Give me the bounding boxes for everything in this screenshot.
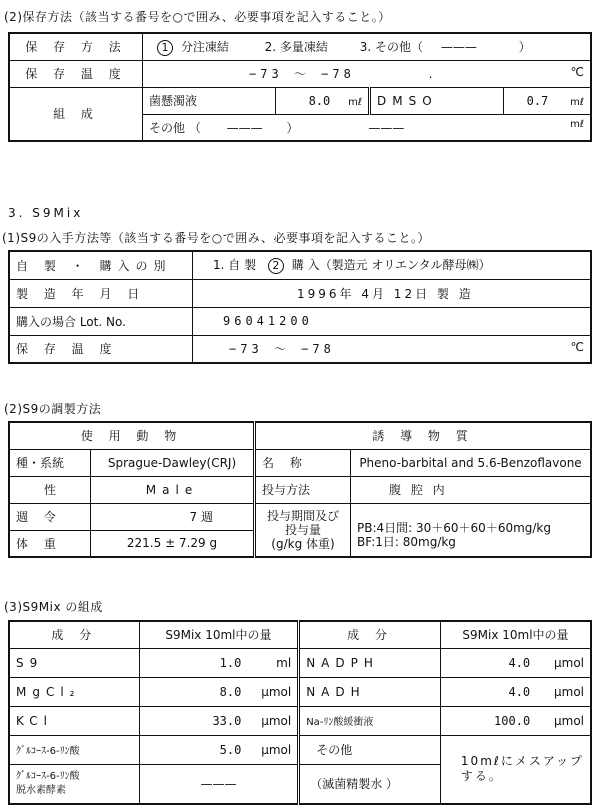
circled-option-1: 1 <box>157 40 173 56</box>
comp-left-unit-2: μmol <box>261 713 292 728</box>
comp-left-value-1: 8.0 <box>219 684 242 699</box>
source-opt1: 1. 自 製 <box>213 258 257 273</box>
comp-other-label: その他 <box>299 735 441 764</box>
other-comp-blank2: ——— <box>368 120 405 135</box>
comp-left-unit-3: μmol <box>261 742 292 757</box>
strain-value: Sprague-Dawley(CRJ) <box>91 449 255 476</box>
dose-line2: BF:1日: 80mg/kg <box>357 534 456 549</box>
comp-col-amount-right: S9Mix 10ml中の量 <box>440 621 591 648</box>
s9mix-title: 3. S9Mix <box>8 206 84 220</box>
composition-table <box>8 620 592 805</box>
comp-fillup-line1: 10mℓにメスアップ <box>460 754 584 769</box>
sex-value: Male <box>91 476 255 503</box>
suspension-value-cell <box>276 87 370 114</box>
comp-right-unit-2: μmol <box>554 713 584 728</box>
opt3-label: 3. その他（ <box>359 39 424 54</box>
comp-left-amount-1 <box>139 677 299 706</box>
period-label <box>255 503 351 557</box>
comp-other-sub: （滅菌精製水 ） <box>299 764 441 804</box>
animal-header: 使 用 動 物 <box>9 422 255 449</box>
comp-left-amount-2 <box>139 706 299 735</box>
comp-right-amount-0 <box>440 648 591 677</box>
lot-cell <box>193 307 592 335</box>
prep-table <box>8 421 592 558</box>
composition-label: 組 成 <box>9 87 143 141</box>
comp-left-unit-0: ml <box>276 655 292 670</box>
comp-fillup-cell <box>440 735 591 804</box>
comp-col-component-left: 成 分 <box>9 621 139 648</box>
comp-right-name-2: Na-ﾘﾝ酸緩衝液 <box>299 706 441 735</box>
comp-left-value-0: 1.0 <box>219 655 242 670</box>
weight-value: 221.5 ± 7.29 g <box>91 530 255 557</box>
suspension-value: 8.0 <box>308 93 331 108</box>
comp-col-component-right: 成 分 <box>299 621 441 648</box>
dmso-value-cell <box>504 87 592 114</box>
route-label: 投与方法 <box>255 476 351 503</box>
other-comp-unit: mℓ <box>570 118 584 130</box>
composition-heading: (3)S9Mix の組成 <box>4 600 103 614</box>
comp-left-name-3: ｸﾞﾙｺｰｽ-6-ﾘﾝ酸 <box>9 735 139 764</box>
comp-left-unit-1: μmol <box>261 684 292 699</box>
other-comp-blank1: ——— <box>226 120 263 135</box>
name-value: Pheno-barbital and 5.6-Benzoflavone <box>351 449 592 476</box>
period-label-line1: 投与期間及び <box>266 508 339 523</box>
comp-right-unit-1: μmol <box>554 684 584 699</box>
storage-temp-dot: . <box>428 67 433 81</box>
route-value: 腹 腔 内 <box>351 476 592 503</box>
lot-value: 96041200 <box>223 314 313 328</box>
comp-left-name-0: S9 <box>9 648 139 677</box>
s9-temp-label: 保 存 温 度 <box>9 335 193 363</box>
g6pdh-line1: ｸﾞﾙｺｰｽ-6-ﾘﾝ酸 <box>16 770 80 782</box>
opt2-label: 2. 多量凍結 <box>264 39 328 54</box>
dmso-value: 0.7 <box>526 93 549 108</box>
period-label-line2: 投与量 <box>284 522 321 537</box>
storage-temp-cell <box>143 60 592 87</box>
name-label: 名 称 <box>255 449 351 476</box>
comp-right-value-0: 4.0 <box>508 655 531 670</box>
comp-fillup-line2: する。 <box>460 769 503 784</box>
mfg-date-cell <box>193 279 592 307</box>
s9mix-source-heading: (1)S9の入手方法等（該当する番号を○で囲み、必要事項を記入すること。） <box>2 231 430 245</box>
comp-right-amount-2 <box>440 706 591 735</box>
s9-temp-unit: ℃ <box>570 340 584 355</box>
mfg-date-value: 1996年 4月 12日 製 造 <box>297 286 474 301</box>
opt3-blank: ——— <box>440 39 477 54</box>
age-label: 週 令 <box>9 503 91 530</box>
s9-temp-value: −73 ～ −78 <box>229 342 335 357</box>
g6pdh-blank: ——— <box>139 764 299 804</box>
other-comp-cell <box>143 114 592 141</box>
comp-right-value-2: 100.0 <box>494 713 531 728</box>
storage-temp-label: 保 存 温 度 <box>9 60 143 87</box>
comp-left-amount-3 <box>139 735 299 764</box>
period-label-line3: (g/kg 体重) <box>271 536 335 551</box>
g6pdh-line2: 脱水素酵素 <box>16 784 66 796</box>
s9-temp-cell <box>193 335 592 363</box>
g6pdh-name <box>9 764 139 804</box>
sex-label: 性 <box>9 476 91 503</box>
storage-heading: (2)保存方法（該当する番号を○で囲み、必要事項を記入すること。） <box>4 10 391 24</box>
comp-left-value-2: 33.0 <box>212 713 242 728</box>
comp-right-name-1: NADH <box>299 677 441 706</box>
comp-left-name-2: KCl <box>9 706 139 735</box>
strain-label: 種・系統 <box>9 449 91 476</box>
comp-right-unit-0: μmol <box>554 655 584 670</box>
comp-left-name-1: MgCl₂ <box>9 677 139 706</box>
opt3-close: ） <box>518 39 531 54</box>
storage-temp-value: −73 ～ −78 <box>249 67 355 81</box>
dose-line1: PB:4日間: 30＋60＋60＋60mg/kg <box>357 520 551 535</box>
suspension-unit: mℓ <box>348 96 362 108</box>
comp-right-name-0: NADPH <box>299 648 441 677</box>
s9-source-table <box>8 250 592 364</box>
comp-left-amount-0 <box>139 648 299 677</box>
dose-cell <box>351 503 592 557</box>
storage-method-label: 保 存 方 法 <box>9 33 143 60</box>
opt1-label: 分注凍結 <box>180 39 229 54</box>
comp-col-amount-left: S9Mix 10ml中の量 <box>139 621 299 648</box>
comp-right-value-1: 4.0 <box>508 684 531 699</box>
dmso-label: DMSO <box>370 87 504 114</box>
other-comp-label: その他 （ <box>149 120 201 135</box>
dmso-unit: mℓ <box>570 96 584 108</box>
weight-label: 体 重 <box>9 530 91 557</box>
comp-left-value-3: 5.0 <box>219 742 242 757</box>
source-label: 自 製 ・ 購入の別 <box>9 251 193 279</box>
prep-heading: (2)S9の調製方法 <box>4 402 102 416</box>
source-options <box>193 251 592 279</box>
age-value: 7 週 <box>91 503 255 530</box>
inducer-header: 誘 導 物 質 <box>255 422 592 449</box>
source-opt2: 購 入（製造元 オリエンタル酵母㈱） <box>291 258 491 273</box>
other-comp-close: ） <box>286 120 299 135</box>
mfg-date-label: 製 造 年 月 日 <box>9 279 193 307</box>
storage-table <box>8 32 592 142</box>
suspension-label: 菌懸濁液 <box>143 87 276 114</box>
storage-temp-unit: ℃ <box>570 65 584 79</box>
circled-option-2: 2 <box>268 258 284 274</box>
comp-right-amount-1 <box>440 677 591 706</box>
storage-method-options <box>143 33 592 60</box>
lot-label: 購入の場合 Lot. No. <box>9 307 193 335</box>
